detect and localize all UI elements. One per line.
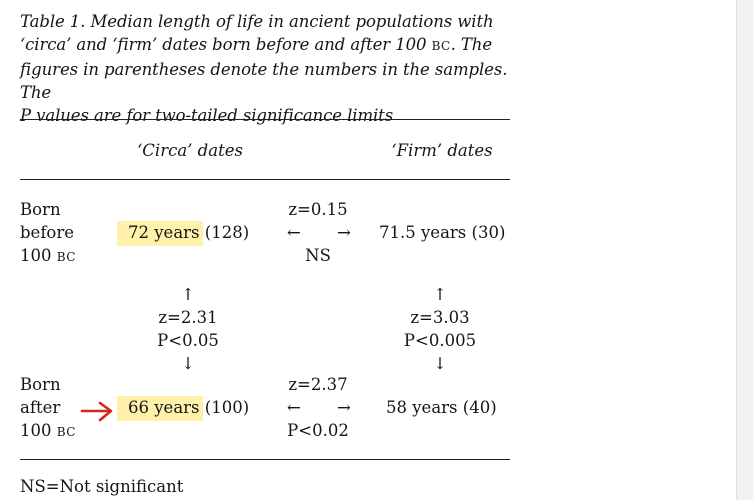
header-rule bbox=[20, 179, 510, 180]
circa-before-n: (128) bbox=[199, 223, 250, 242]
column-header-firm: ‘Firm’ dates bbox=[391, 141, 493, 160]
up-arrow-icon: ↑ bbox=[181, 285, 195, 304]
row-label-before-1: Born bbox=[20, 200, 61, 219]
circa-after-cell bbox=[128, 397, 249, 419]
red-arrow-icon bbox=[80, 400, 116, 424]
right-arrow-icon: → bbox=[337, 398, 351, 417]
left-arrow-icon: ← bbox=[287, 223, 301, 242]
table-caption bbox=[20, 10, 515, 127]
sig-before: NS bbox=[305, 246, 331, 265]
z-circa: z=2.31 bbox=[158, 308, 218, 327]
circa-before-cell bbox=[128, 222, 249, 244]
footnote: NS=Not significant bbox=[20, 477, 184, 496]
row-label-after-2: after bbox=[20, 398, 61, 417]
caption-line-2: ‘circa’ and ‘firm’ dates born before and after 100 BC. The bbox=[20, 35, 492, 54]
column-header-circa: ‘Circa’ dates bbox=[137, 141, 243, 160]
left-arrow-icon: ← bbox=[287, 398, 301, 417]
caption-line-3: figures in parentheses denote the numbers in the samples. The bbox=[20, 60, 508, 102]
firm-before-cell: 71.5 years (30) bbox=[379, 223, 506, 242]
caption-line-4: P values are for two-tailed significance limits bbox=[20, 106, 394, 125]
z-after: z=2.37 bbox=[288, 375, 348, 394]
sig-after: P<0.02 bbox=[287, 421, 349, 440]
row-label-before-2: before bbox=[20, 223, 75, 242]
row-label-after-1: Born bbox=[20, 375, 61, 394]
down-arrow-icon: ↓ bbox=[433, 354, 447, 373]
top-rule bbox=[20, 119, 510, 120]
scrollbar-track[interactable] bbox=[736, 0, 753, 500]
circa-after-n: (100) bbox=[199, 398, 250, 417]
bottom-rule bbox=[20, 459, 510, 460]
z-before: z=0.15 bbox=[288, 200, 348, 219]
circa-after-value: 66 years bbox=[128, 398, 200, 417]
row-label-before-3: 100 BC bbox=[20, 246, 76, 265]
firm-after-cell: 58 years (40) bbox=[386, 398, 497, 417]
right-arrow-icon: → bbox=[337, 223, 351, 242]
p-circa: P<0.05 bbox=[157, 331, 219, 350]
p-firm: P<0.005 bbox=[403, 331, 477, 350]
down-arrow-icon: ↓ bbox=[181, 354, 195, 373]
row-label-after-3: 100 BC bbox=[20, 421, 76, 440]
up-arrow-icon: ↑ bbox=[433, 285, 447, 304]
circa-before-value: 72 years bbox=[128, 223, 200, 242]
z-firm: z=3.03 bbox=[410, 308, 470, 327]
caption-line-1: Table 1. Median length of life in ancient populations with bbox=[20, 12, 494, 31]
